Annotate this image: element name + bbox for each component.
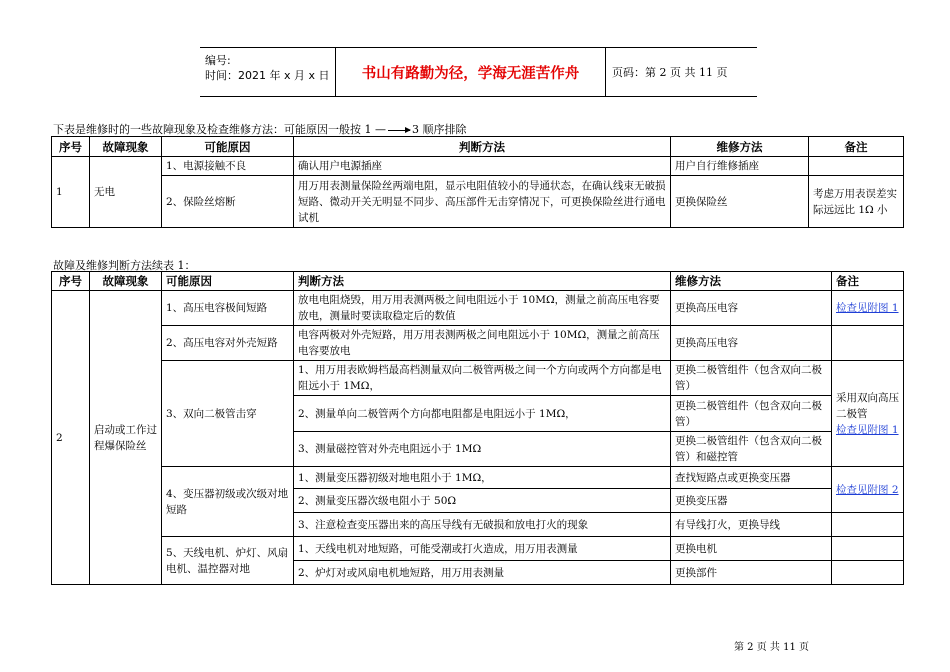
method-cell: 确认用户电源插座 xyxy=(294,157,671,176)
col-header-cause: 可能原因 xyxy=(162,137,294,157)
table-header-row xyxy=(52,272,904,291)
document-header xyxy=(200,47,757,97)
table-row xyxy=(52,157,904,176)
col-header-symptom: 故障现象 xyxy=(90,272,162,291)
page-label: 页码：第 2 页 共 11 页 xyxy=(612,66,728,79)
table1-caption xyxy=(53,121,467,137)
fix-cell: 更换二极管组件（包含双向二极管） xyxy=(671,396,832,432)
method-cell: 用万用表测量保险丝两端电阻，显示电阻值较小的导通状态，在确认线束无破损短路、微动开关无明显不同步、高压部件无击穿情况下，可更换保险丝进行通电试机 xyxy=(294,176,671,228)
method-cell: 电容两极对外壳短路，用万用表测两极之间电阻远小于 10MΩ，测量之前高压电容要放电 xyxy=(294,326,671,361)
row-number: 2 xyxy=(52,291,90,585)
note-cell xyxy=(832,513,904,537)
col-header-cause: 可能原因 xyxy=(162,272,294,291)
note-cell xyxy=(832,326,904,361)
table-row xyxy=(52,361,904,396)
cause-cell: 4、变压器初级或次级对地短路 xyxy=(162,467,294,537)
note-cell xyxy=(832,467,904,513)
fix-cell: 查找短路点或更换变压器 xyxy=(671,467,832,489)
note-cell xyxy=(832,291,904,326)
symptom-cell: 启动或工作过程爆保险丝 xyxy=(90,291,162,585)
fix-cell: 用户自行维修插座 xyxy=(671,157,809,176)
note-cell xyxy=(809,157,904,176)
note-cell xyxy=(832,561,904,585)
method-cell: 放电电阻烧毁，用万用表测两极之间电阻远小于 10MΩ，测量之前高压电容要放电，测量时要读取稳定后的数值 xyxy=(294,291,671,326)
table-row xyxy=(52,176,904,228)
note-text: 采用双向高压二极管 xyxy=(836,391,899,420)
fix-cell: 更换部件 xyxy=(671,561,832,585)
cause-cell: 1、高压电容极间短路 xyxy=(162,291,294,326)
method-cell: 1、测量变压器初级对地电阻小于 1MΩ， xyxy=(294,467,671,489)
table-row xyxy=(52,467,904,489)
page-footer: 第 2 页 共 11 页 xyxy=(734,642,809,653)
col-header-fix: 维修方法 xyxy=(671,137,809,157)
note-cell xyxy=(832,537,904,561)
fix-cell: 更换高压电容 xyxy=(671,326,832,361)
fix-cell: 更换高压电容 xyxy=(671,291,832,326)
method-cell: 1、天线电机对地短路，可能受潮或打火造成，用万用表测量 xyxy=(294,537,671,561)
arrow-icon xyxy=(388,130,410,131)
table-header-row xyxy=(52,137,904,157)
table-row xyxy=(52,291,904,326)
cause-cell: 2、保险丝熔断 xyxy=(162,176,294,228)
table-row xyxy=(52,326,904,361)
fix-cell: 有导线打火，更换导线 xyxy=(671,513,832,537)
number-label: 编号: xyxy=(205,54,231,67)
table1-caption-suffix: 3 顺序排除 xyxy=(412,123,467,136)
note-link-figure-1[interactable]: 检查见附图 1 xyxy=(836,423,899,436)
symptom-cell: 无电 xyxy=(90,157,162,228)
time-label: 时间：2021 年 x 月 x 日 xyxy=(205,69,330,82)
col-header-method: 判断方法 xyxy=(294,272,671,291)
method-cell: 3、测量磁控管对外壳电阻远小于 1MΩ xyxy=(294,432,671,467)
col-header-fix: 维修方法 xyxy=(671,272,832,291)
slogan: 书山有路勤为径，学海无涯苦作舟 xyxy=(336,48,606,96)
fix-cell: 更换二极管组件（包含双向二极管）和磁控管 xyxy=(671,432,832,467)
table-row xyxy=(52,537,904,561)
col-header-no: 序号 xyxy=(52,272,90,291)
note-link-figure-1[interactable]: 检查见附图 1 xyxy=(836,302,899,314)
fault-table-1 xyxy=(51,136,904,228)
col-header-no: 序号 xyxy=(52,137,90,157)
method-cell: 2、炉灯对或风扇电机地短路，用万用表测量 xyxy=(294,561,671,585)
fix-cell: 更换保险丝 xyxy=(671,176,809,228)
table2-caption: 故障及维修判断方法续表 1： xyxy=(53,259,196,272)
fix-cell: 更换二极管组件（包含双向二极管） xyxy=(671,361,832,396)
row-number: 1 xyxy=(52,157,90,228)
method-cell: 2、测量单向二极管两个方向都电阻都是电阻远小于 1MΩ， xyxy=(294,396,671,432)
col-header-note: 备注 xyxy=(832,272,904,291)
table1-caption-prefix: 下表是维修时的一些故障现象及检查维修方法：可能原因一般按 1 — xyxy=(53,123,386,136)
note-cell xyxy=(832,361,904,467)
method-cell: 1、用万用表欧姆档最高档测量双向二极管两极之间一个方向或两个方向都是电阻远小于 1MΩ， xyxy=(294,361,671,396)
fix-cell: 更换电机 xyxy=(671,537,832,561)
col-header-method: 判断方法 xyxy=(294,137,671,157)
cause-cell: 3、双向二极管击穿 xyxy=(162,361,294,467)
note-cell: 考虑万用表误差实际远远比 1Ω 小 xyxy=(809,176,904,228)
cause-cell: 2、高压电容对外壳短路 xyxy=(162,326,294,361)
col-header-note: 备注 xyxy=(809,137,904,157)
fault-table-2 xyxy=(51,271,904,585)
cause-cell: 5、天线电机、炉灯、风扇电机、温控器对地 xyxy=(162,537,294,585)
fix-cell: 更换变压器 xyxy=(671,489,832,513)
header-info-cell xyxy=(200,48,336,96)
method-cell: 2、测量变压器次级电阻小于 50Ω xyxy=(294,489,671,513)
method-cell: 3、注意检查变压器出来的高压导线有无破损和放电打火的现象 xyxy=(294,513,671,537)
col-header-symptom: 故障现象 xyxy=(90,137,162,157)
note-link-figure-2[interactable]: 检查见附图 2 xyxy=(836,483,899,496)
cause-cell: 1、电源接触不良 xyxy=(162,157,294,176)
